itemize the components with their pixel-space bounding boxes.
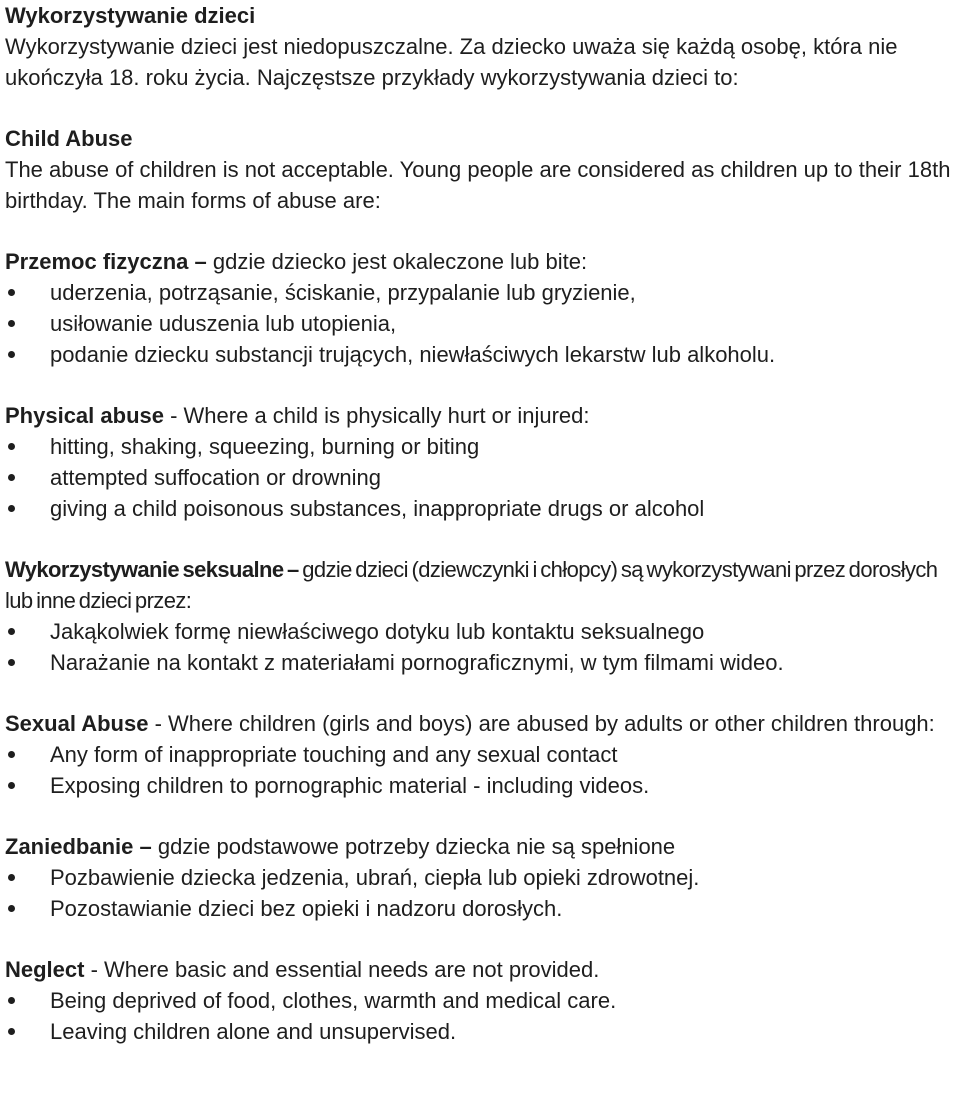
intro-pl-title: Wykorzystywanie dzieci [5,3,256,28]
physical-pl-separator: – [188,249,213,274]
bullet-icon [8,905,15,912]
list-item [5,277,957,308]
neglect-en-term: Neglect [5,957,85,982]
neglect-en-section [5,954,957,1047]
sexual-en-section [5,708,957,801]
list-item-text: Being deprived of food, clothes, warmth and medical care. [50,988,617,1013]
neglect-pl-separator: – [133,834,158,859]
list-item-text: Pozbawienie dziecka jedzenia, ubrań, ciepła lub opieki zdrowotnej. [50,865,700,890]
physical-en-separator: - [163,403,184,428]
list-item-text: Any form of inappropriate touching and any sexual contact [50,742,618,767]
sexual-pl-term: Wykorzystywanie seksualne [5,557,284,582]
list-item [5,431,957,462]
bullet-icon [8,751,15,758]
sexual-en-list [5,739,957,801]
bullet-icon [8,628,15,635]
bullet-icon [8,874,15,881]
list-item-text: Pozostawianie dzieci bez opieki i nadzoru dorosłych. [50,896,563,921]
bullet-icon [8,659,15,666]
list-item [5,493,957,524]
list-item [5,862,957,893]
bullet-icon [8,289,15,296]
intro-en-title: Child Abuse [5,126,133,151]
list-item-text: uderzenia, potrząsanie, ściskanie, przypalanie lub gryzienie, [50,280,636,305]
list-item-text: Leaving children alone and unsupervised. [50,1019,457,1044]
list-item-text: podanie dziecku substancji trujących, niewłaściwych lekarstw lub alkoholu. [50,342,776,367]
neglect-en-heading [5,954,957,985]
sexual-pl-desc: gdzie dzieci (dziewczynki i chłopcy) są wykorzystywani przez dorosłych lub inne dzieci przez: [5,557,938,613]
sexual-pl-separator: – [283,557,303,582]
bullet-icon [8,505,15,512]
list-item [5,770,957,801]
list-item [5,339,957,370]
neglect-pl-desc: gdzie podstawowe potrzeby dziecka nie są spełnione [157,834,676,859]
bullet-icon [8,782,15,789]
list-item [5,985,957,1016]
physical-pl-desc: gdzie dziecko jest okaleczone lub bite: [212,249,588,274]
intro-pl-text: Wykorzystywanie dzieci jest niedopuszczalne. Za dziecko uważa się każdą osobę, która nie ukończyła 18. roku życia. Najczęstsze przykłady wykorzystywania dzieci to: [5,34,898,90]
bullet-icon [8,1028,15,1035]
neglect-en-list [5,985,957,1047]
list-item-text: usiłowanie uduszenia lub utopienia, [50,311,397,336]
list-item [5,462,957,493]
sexual-pl-heading [5,554,957,616]
physical-en-desc: Where a child is physically hurt or injured: [183,403,590,428]
list-item-text: Exposing children to pornographic material - including videos. [50,773,650,798]
neglect-en-separator: - [84,957,105,982]
physical-en-section [5,400,957,524]
sexual-en-term: Sexual Abuse [5,711,149,736]
physical-en-list [5,431,957,524]
sexual-en-separator: - [148,711,169,736]
list-item [5,616,957,647]
bullet-icon [8,351,15,358]
list-item [5,739,957,770]
document-page [5,0,957,1077]
sexual-pl-list [5,616,957,678]
intro-en-section [5,123,957,216]
list-item-text: Jakąkolwiek formę niewłaściwego dotyku lub kontaktu seksualnego [50,619,705,644]
intro-pl-section [5,0,957,93]
sexual-en-heading [5,708,957,739]
list-item-text: Narażanie na kontakt z materiałami pornograficznymi, w tym filmami wideo. [50,650,784,675]
bullet-icon [8,997,15,1004]
list-item-text: giving a child poisonous substances, inappropriate drugs or alcohol [50,496,705,521]
neglect-pl-section [5,831,957,924]
list-item [5,893,957,924]
physical-en-term: Physical abuse [5,403,164,428]
neglect-pl-heading [5,831,957,862]
list-item [5,647,957,678]
sexual-pl-section [5,554,957,678]
physical-en-heading [5,400,957,431]
physical-pl-list [5,277,957,370]
list-item-text: hitting, shaking, squeezing, burning or biting [50,434,480,459]
list-item [5,1016,957,1047]
physical-pl-section [5,246,957,370]
neglect-pl-list [5,862,957,924]
physical-pl-heading [5,246,957,277]
intro-en-text: The abuse of children is not acceptable. Young people are considered as children up to their 18th birthday. The main forms of abuse are: [5,157,951,213]
bullet-icon [8,320,15,327]
bullet-icon [8,443,15,450]
bullet-icon [8,474,15,481]
neglect-pl-term: Zaniedbanie [5,834,134,859]
physical-pl-term: Przemoc fizyczna [5,249,189,274]
neglect-en-desc: Where basic and essential needs are not provided. [104,957,600,982]
sexual-en-desc: Where children (girls and boys) are abused by adults or other children through: [168,711,935,736]
list-item [5,308,957,339]
list-item-text: attempted suffocation or drowning [50,465,382,490]
